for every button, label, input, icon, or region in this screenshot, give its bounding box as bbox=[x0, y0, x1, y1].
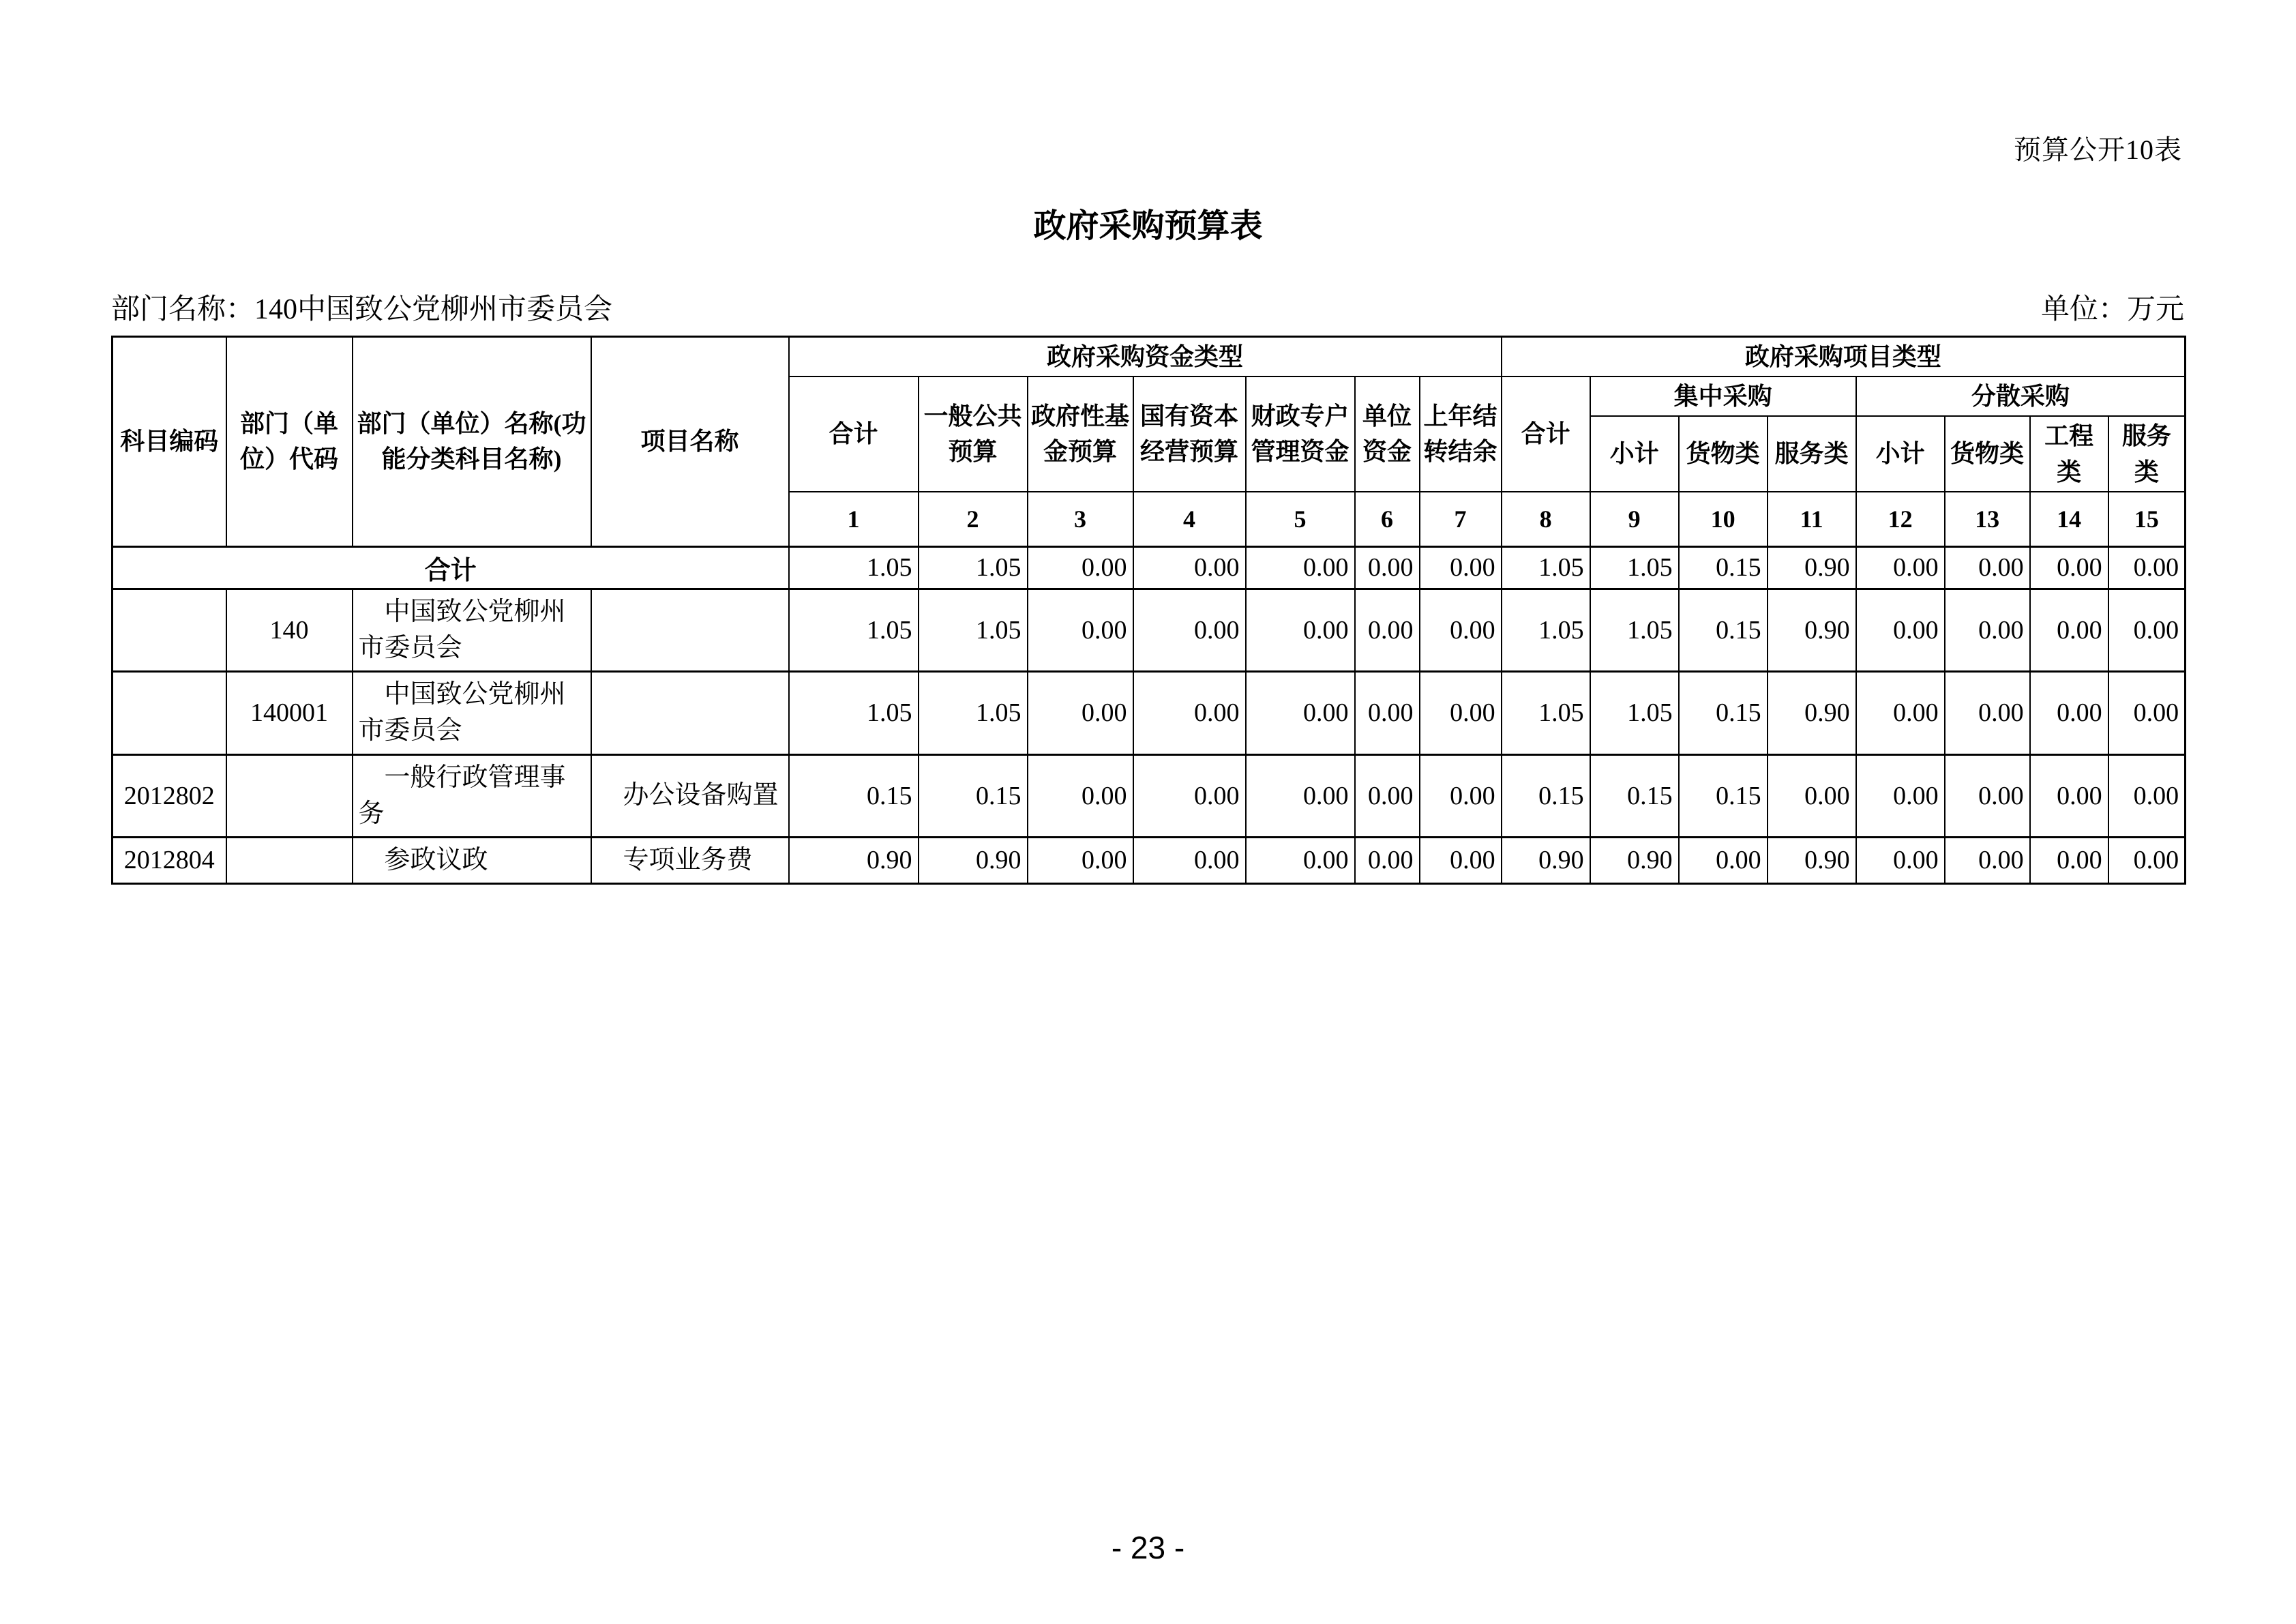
cell-value: 0.00 bbox=[1246, 589, 1355, 671]
table-body bbox=[113, 546, 2186, 883]
cell-value: 0.00 bbox=[1856, 837, 1945, 883]
cell-value: 1.05 bbox=[1502, 546, 1590, 589]
cell-value: 0.90 bbox=[1768, 672, 1856, 754]
cell-value: 0.15 bbox=[789, 754, 919, 837]
cell-subject-code: 2012802 bbox=[113, 754, 226, 837]
group-header-fund-type: 政府采购资金类型 bbox=[789, 337, 1502, 377]
cell-dept-code bbox=[226, 754, 353, 837]
column-number: 2 bbox=[919, 492, 1028, 547]
cell-value: 0.00 bbox=[1420, 754, 1502, 837]
cell-value: 1.05 bbox=[789, 546, 919, 589]
cell-value: 0.15 bbox=[1590, 754, 1679, 837]
cell-value: 0.00 bbox=[2030, 837, 2108, 883]
cell-value: 0.00 bbox=[1945, 754, 2030, 837]
col-header-project-total: 合计 bbox=[1502, 377, 1590, 492]
cell-value: 0.00 bbox=[2108, 672, 2186, 754]
cell-value: 0.00 bbox=[1945, 546, 2030, 589]
cell-value: 1.05 bbox=[789, 589, 919, 671]
cell-value: 0.00 bbox=[1856, 589, 1945, 671]
column-number: 15 bbox=[2108, 492, 2186, 547]
cell-value: 0.00 bbox=[1945, 837, 2030, 883]
meta-row bbox=[111, 286, 2184, 327]
cell-subject-code bbox=[113, 672, 226, 754]
cell-project-name bbox=[591, 672, 789, 754]
cell-value: 0.00 bbox=[1028, 837, 1133, 883]
cell-dept-code bbox=[226, 837, 353, 883]
table-row bbox=[113, 589, 2186, 671]
cell-project-name: 专项业务费 bbox=[591, 837, 789, 883]
cell-dept-code: 140001 bbox=[226, 672, 353, 754]
row-label-total: 合计 bbox=[113, 546, 789, 589]
cell-subject-code: 2012804 bbox=[113, 837, 226, 883]
col-header-fund-total: 合计 bbox=[789, 377, 919, 492]
cell-value: 0.00 bbox=[2108, 546, 2186, 589]
column-number: 6 bbox=[1355, 492, 1420, 547]
col-header-govt-fund-budget: 政府性基金预算 bbox=[1028, 377, 1133, 492]
cell-project-name bbox=[591, 589, 789, 671]
cell-subject-code bbox=[113, 589, 226, 671]
sheet-label: 预算公开10表 bbox=[2014, 134, 2182, 165]
cell-value: 1.05 bbox=[1590, 672, 1679, 754]
cell-value: 0.15 bbox=[919, 754, 1028, 837]
cell-value: 0.00 bbox=[1945, 589, 2030, 671]
cell-value: 0.15 bbox=[1679, 754, 1768, 837]
column-number: 5 bbox=[1246, 492, 1355, 547]
cell-value: 0.00 bbox=[2030, 754, 2108, 837]
group-header-centralized: 集中采购 bbox=[1590, 377, 1856, 416]
department-name: 部门名称：140中国致公党柳州市委员会 bbox=[111, 294, 613, 325]
cell-value: 0.00 bbox=[1028, 546, 1133, 589]
unit-label: 单位：万元 bbox=[2040, 294, 2184, 325]
cell-value: 0.00 bbox=[1246, 672, 1355, 754]
col-header-decentralized-goods: 货物类 bbox=[1945, 416, 2030, 491]
col-header-dept-name: 部门（单位）名称(功能分类科目名称) bbox=[353, 337, 591, 547]
table-row bbox=[113, 546, 2186, 589]
cell-value: 0.00 bbox=[2108, 589, 2186, 671]
group-header-decentralized: 分散采购 bbox=[1856, 377, 2186, 416]
cell-value: 0.00 bbox=[1028, 672, 1133, 754]
cell-value: 0.15 bbox=[1679, 589, 1768, 671]
cell-value: 0.15 bbox=[1679, 672, 1768, 754]
col-header-centralized-services: 服务类 bbox=[1768, 416, 1856, 491]
col-header-subject-code: 科目编码 bbox=[113, 337, 226, 547]
col-header-general-budget: 一般公共预算 bbox=[919, 377, 1028, 492]
col-header-fiscal-account-funds: 财政专户管理资金 bbox=[1246, 377, 1355, 492]
col-header-centralized-subtotal: 小计 bbox=[1590, 416, 1679, 491]
col-header-decentralized-services: 服务类 bbox=[2108, 416, 2186, 491]
group-header-project-type: 政府采购项目类型 bbox=[1502, 337, 2186, 377]
cell-value: 1.05 bbox=[919, 589, 1028, 671]
cell-value: 0.00 bbox=[1246, 754, 1355, 837]
cell-value: 0.90 bbox=[1768, 837, 1856, 883]
cell-value: 0.00 bbox=[2030, 546, 2108, 589]
cell-value: 0.00 bbox=[1355, 754, 1420, 837]
column-number: 14 bbox=[2030, 492, 2108, 547]
cell-dept-name: 参政议政 bbox=[353, 837, 591, 883]
cell-value: 0.00 bbox=[1028, 754, 1133, 837]
cell-value: 0.00 bbox=[1856, 672, 1945, 754]
cell-value: 0.00 bbox=[1420, 546, 1502, 589]
cell-project-name: 办公设备购置 bbox=[591, 754, 789, 837]
cell-value: 0.15 bbox=[1502, 754, 1590, 837]
cell-value: 0.00 bbox=[1856, 546, 1945, 589]
cell-value: 0.00 bbox=[1945, 672, 2030, 754]
column-number: 12 bbox=[1856, 492, 1945, 547]
cell-dept-name: 中国致公党柳州市委员会 bbox=[353, 589, 591, 671]
cell-dept-name: 一般行政管理事务 bbox=[353, 754, 591, 837]
cell-value: 0.90 bbox=[1768, 589, 1856, 671]
cell-value: 0.00 bbox=[1028, 589, 1133, 671]
column-number: 10 bbox=[1679, 492, 1768, 547]
procurement-budget-table bbox=[111, 336, 2186, 885]
column-number: 9 bbox=[1590, 492, 1679, 547]
cell-value: 0.90 bbox=[1768, 546, 1856, 589]
col-header-carryover: 上年结转结余 bbox=[1420, 377, 1502, 492]
cell-value: 1.05 bbox=[919, 672, 1028, 754]
col-header-state-capital-budget: 国有资本经营预算 bbox=[1133, 377, 1246, 492]
cell-value: 1.05 bbox=[1590, 546, 1679, 589]
column-number: 3 bbox=[1028, 492, 1133, 547]
cell-value: 0.00 bbox=[1133, 754, 1246, 837]
cell-value: 0.00 bbox=[2108, 754, 2186, 837]
cell-value: 0.00 bbox=[2108, 837, 2186, 883]
cell-value: 0.90 bbox=[1590, 837, 1679, 883]
page-number: - 23 - bbox=[1111, 1530, 1185, 1565]
table-row bbox=[113, 837, 2186, 883]
column-number: 4 bbox=[1133, 492, 1246, 547]
cell-value: 1.05 bbox=[1502, 672, 1590, 754]
page-title: 政府采购预算表 bbox=[1033, 208, 1263, 244]
cell-dept-code: 140 bbox=[226, 589, 353, 671]
cell-value: 0.00 bbox=[1768, 754, 1856, 837]
col-header-centralized-goods: 货物类 bbox=[1679, 416, 1768, 491]
cell-value: 0.00 bbox=[1355, 672, 1420, 754]
cell-value: 0.00 bbox=[2030, 672, 2108, 754]
col-header-project-name: 项目名称 bbox=[591, 337, 789, 547]
cell-value: 0.00 bbox=[1133, 837, 1246, 883]
column-number: 11 bbox=[1768, 492, 1856, 547]
cell-value: 0.00 bbox=[1856, 754, 1945, 837]
cell-dept-name: 中国致公党柳州市委员会 bbox=[353, 672, 591, 754]
cell-value: 0.00 bbox=[1355, 589, 1420, 671]
col-header-decentralized-subtotal: 小计 bbox=[1856, 416, 1945, 491]
col-header-unit-funds: 单位资金 bbox=[1355, 377, 1420, 492]
cell-value: 0.00 bbox=[1246, 546, 1355, 589]
cell-value: 0.00 bbox=[1355, 837, 1420, 883]
cell-value: 1.05 bbox=[789, 672, 919, 754]
col-header-decentralized-works: 工程类 bbox=[2030, 416, 2108, 491]
cell-value: 0.00 bbox=[1420, 837, 1502, 883]
cell-value: 0.15 bbox=[1679, 546, 1768, 589]
cell-value: 1.05 bbox=[919, 546, 1028, 589]
cell-value: 0.90 bbox=[1502, 837, 1590, 883]
column-number: 8 bbox=[1502, 492, 1590, 547]
column-number: 7 bbox=[1420, 492, 1502, 547]
col-header-dept-code: 部门（单位）代码 bbox=[226, 337, 353, 547]
column-number: 13 bbox=[1945, 492, 2030, 547]
cell-value: 0.00 bbox=[1246, 837, 1355, 883]
cell-value: 0.00 bbox=[2030, 589, 2108, 671]
cell-value: 0.00 bbox=[1679, 837, 1768, 883]
table-row bbox=[113, 672, 2186, 754]
cell-value: 0.90 bbox=[919, 837, 1028, 883]
header-row-groups bbox=[113, 337, 2186, 377]
cell-value: 1.05 bbox=[1590, 589, 1679, 671]
cell-value: 0.00 bbox=[1420, 589, 1502, 671]
cell-value: 0.00 bbox=[1420, 672, 1502, 754]
cell-value: 0.90 bbox=[789, 837, 919, 883]
cell-value: 0.00 bbox=[1133, 672, 1246, 754]
cell-value: 1.05 bbox=[1502, 589, 1590, 671]
cell-value: 0.00 bbox=[1133, 546, 1246, 589]
column-number: 1 bbox=[789, 492, 919, 547]
cell-value: 0.00 bbox=[1133, 589, 1246, 671]
cell-value: 0.00 bbox=[1355, 546, 1420, 589]
table-row bbox=[113, 754, 2186, 837]
